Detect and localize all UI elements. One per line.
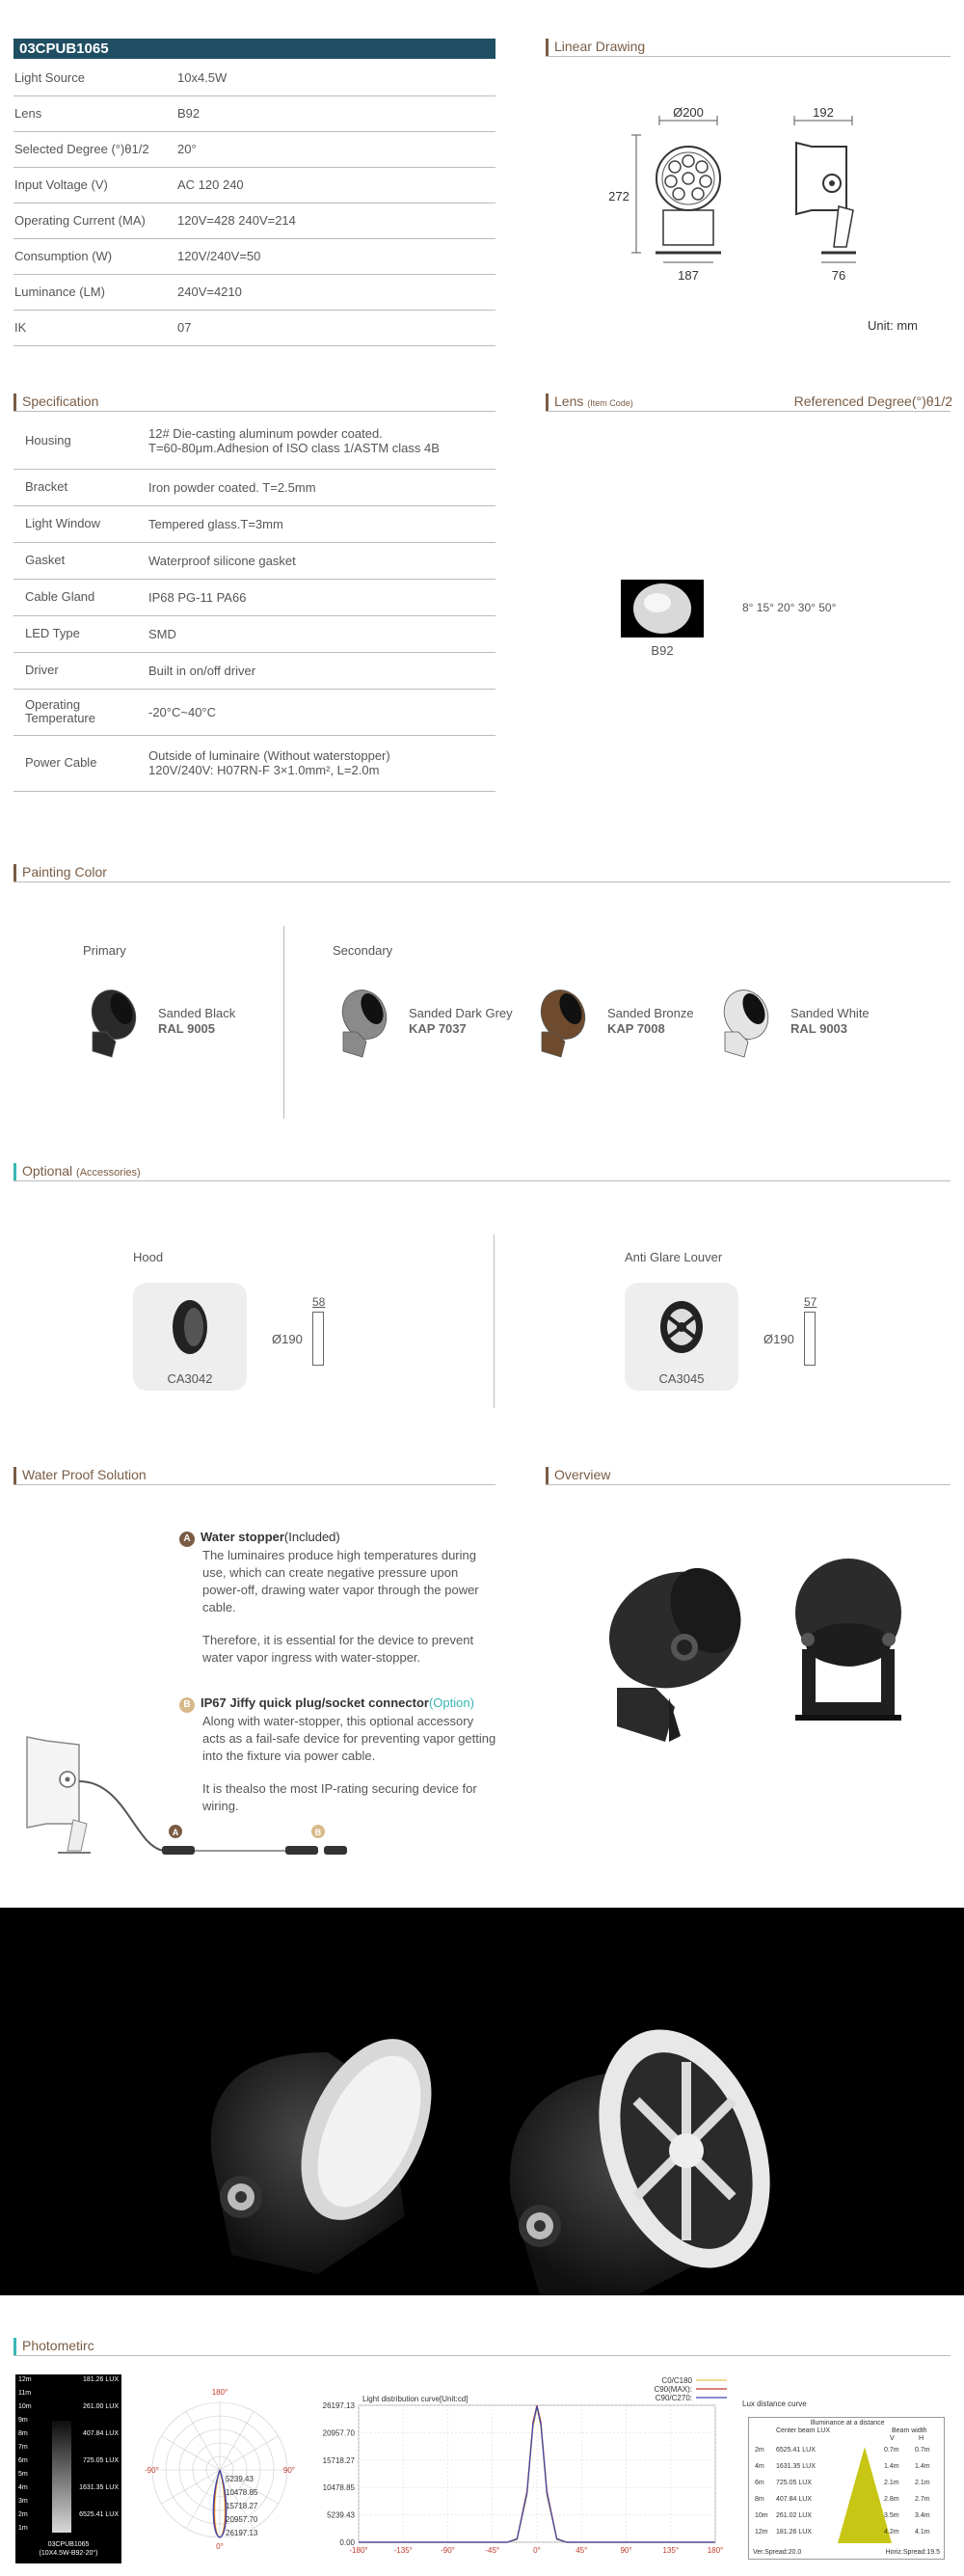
spec-row	[13, 735, 495, 791]
lens-title-text: Lens	[554, 393, 584, 409]
legend-label: C90(MAX):	[654, 2385, 692, 2394]
distance-lux: 181.26 LUX	[83, 2376, 119, 2383]
connector-title: IP67 Jiffy quick plug/socket connector	[201, 1695, 429, 1710]
linear-drawing-title: Linear Drawing	[546, 39, 645, 56]
param-row	[13, 274, 495, 310]
distance-lux: 1631.35 LUX	[79, 2484, 119, 2491]
waterproof-title: Water Proof Solution	[13, 1467, 147, 1484]
lens-degrees: 8° 15° 20° 30° 50°	[742, 601, 837, 614]
spec-value	[148, 652, 495, 689]
spec-value-line2: T=60-80μm.Adhesion of ISO class 1/ASTM class 4B	[148, 440, 440, 455]
water-stopper-desc2: Therefore, it is essential for the device to prevent water vapor ingress with water-stopper.	[202, 1633, 474, 1665]
diagram-badge-b: B	[314, 1828, 322, 1837]
distance-lux: 407.84 LUX	[83, 2430, 119, 2437]
spec-value	[148, 542, 495, 579]
lux-value: 407.84 LUX	[776, 2496, 812, 2503]
distance-label: 5m	[18, 2471, 28, 2478]
secondary-label: Secondary	[333, 943, 393, 958]
color-swatch-image	[528, 986, 590, 1063]
param-label: Luminance (LM)	[13, 274, 177, 310]
lens-code: B92	[651, 643, 674, 658]
param-value: 10x4.5W	[177, 60, 495, 95]
distance-label: 11m	[18, 2390, 32, 2397]
accessory-name: Anti Glare Louver	[625, 1250, 723, 1264]
lux-v-width: 0.7m	[884, 2447, 899, 2454]
y-tick-label: 5239.43	[327, 2510, 355, 2520]
accessory-depth: 58	[312, 1295, 326, 1309]
water-stopper-suffix: (Included)	[283, 1530, 340, 1544]
color-code: RAL 9005	[158, 1021, 216, 1036]
accessory-diameter: Ø190	[272, 1332, 303, 1346]
param-label: Consumption (W)	[13, 238, 177, 274]
spec-label: Power Cable	[13, 735, 148, 791]
badge-a: A	[179, 1532, 195, 1547]
spec-label: Cable Gland	[13, 579, 148, 615]
light-distribution-chart	[307, 2374, 731, 2563]
param-value: 20°	[177, 131, 495, 167]
polar-value: 10478.85	[226, 2488, 258, 2497]
section-divider	[13, 881, 951, 882]
distance-panel	[15, 2374, 121, 2563]
lux-h: H	[919, 2435, 924, 2442]
param-label: Input Voltage (V)	[13, 167, 177, 203]
accessory-depth: 57	[804, 1295, 817, 1309]
divider	[494, 1234, 495, 1408]
accessory-diameter: Ø190	[763, 1332, 794, 1346]
lux-value: 6525.41 LUX	[776, 2447, 816, 2454]
x-tick-label: 45°	[576, 2546, 588, 2555]
color-swatch-image	[711, 986, 773, 1063]
distance-label: 1m	[18, 2525, 28, 2532]
model-title: 03CPUB1065	[13, 39, 495, 59]
x-tick-label: 180°	[707, 2546, 724, 2555]
param-row	[13, 95, 495, 131]
y-tick-label: 26197.13	[322, 2401, 355, 2410]
accessory-code: CA3042	[167, 1371, 213, 1386]
lux-h-width: 2.1m	[915, 2480, 930, 2486]
color-code: RAL 9003	[790, 1021, 848, 1036]
lux-v-width: 2.1m	[884, 2480, 899, 2486]
overview-photos	[588, 1543, 935, 1755]
spec-label: Operating Temperature	[13, 689, 148, 735]
lux-v: V	[890, 2435, 895, 2442]
painting-color-title: Painting Color	[13, 864, 107, 881]
y-tick-label: 15718.27	[322, 2455, 355, 2465]
x-tick-label: -135°	[393, 2546, 413, 2555]
spec-value-line1: 12# Die-casting aluminum powder coated.	[148, 425, 383, 441]
lux-distance: 4m	[755, 2463, 764, 2470]
water-stopper-block	[179, 1529, 497, 1667]
lens-title-small: (Item Code)	[587, 398, 633, 408]
param-row	[13, 203, 495, 238]
mini-caption	[15, 2540, 121, 2558]
primary-label: Primary	[83, 943, 126, 958]
lux-distance: 2m	[755, 2447, 764, 2454]
optional-title	[13, 1163, 141, 1180]
x-tick-label: -45°	[485, 2546, 500, 2555]
lens-icon	[621, 580, 704, 637]
x-tick-label: -90°	[441, 2546, 455, 2555]
spec-label: Light Window	[13, 505, 148, 542]
accessory-profile	[312, 1312, 324, 1366]
param-label: IK	[13, 310, 177, 345]
distance-label: 7m	[18, 2444, 28, 2451]
distance-label: 10m	[18, 2403, 32, 2410]
product-photo-svg	[0, 1908, 964, 2295]
section-divider	[13, 411, 495, 412]
lux-v-width: 1.4m	[884, 2463, 899, 2470]
spec-value	[148, 615, 495, 652]
distance-label: 8m	[18, 2430, 28, 2437]
param-label: Operating Current (MA)	[13, 203, 177, 238]
photometric-title: Photometirc	[13, 2338, 94, 2355]
spec-value-line1: Iron powder coated. T=2.5mm	[148, 479, 316, 495]
lux-h-width: 4.1m	[915, 2529, 930, 2535]
param-row	[13, 131, 495, 167]
mini-caption-spec: (10X4.5W-B92-20°)	[39, 2550, 98, 2557]
polar-value: 26197.13	[226, 2529, 258, 2537]
lux-v-width: 2.8m	[884, 2496, 899, 2503]
polar-label-bottom: 0°	[216, 2542, 224, 2551]
spec-value-line1: Waterproof silicone gasket	[148, 553, 296, 568]
lux-col1: Center beam LUX	[776, 2427, 831, 2434]
parameter-table	[13, 60, 495, 346]
spec-label: Driver	[13, 652, 148, 689]
water-stopper-desc: The luminaires produce high temperatures during use, which can create negative pressure upon power-off, drawing water vapor through the power cable.	[202, 1548, 479, 1614]
linear-drawing	[598, 106, 887, 289]
lux-col2: Beam width	[892, 2427, 927, 2434]
spec-value-line1: Tempered glass.T=3mm	[148, 516, 283, 531]
hor-spread: Horiz.Spread:19.5	[885, 2549, 940, 2556]
accessory-icon	[625, 1283, 738, 1369]
section-divider	[13, 1180, 951, 1181]
spec-label: Bracket	[13, 469, 148, 505]
color-swatch-image	[79, 986, 141, 1063]
color-name: Sanded Bronze	[607, 1006, 694, 1020]
spec-row	[13, 652, 495, 689]
product-photo	[0, 1908, 964, 2295]
section-divider	[546, 411, 951, 412]
lux-distance: 10m	[755, 2512, 768, 2519]
x-tick-label: 135°	[662, 2546, 680, 2555]
specification-table	[13, 413, 495, 792]
y-tick-label: 10478.85	[322, 2483, 355, 2493]
side-base-label: 76	[831, 268, 846, 283]
accessory-code: CA3045	[658, 1371, 705, 1386]
spec-value	[148, 579, 495, 615]
lux-table-title: Illuminance at a distance	[810, 2420, 885, 2427]
distance-label: 9m	[18, 2417, 28, 2424]
lux-distance: 6m	[755, 2480, 764, 2486]
badge-b: B	[179, 1697, 195, 1713]
section-divider	[13, 1484, 495, 1485]
section-divider	[13, 2355, 951, 2356]
param-row	[13, 167, 495, 203]
param-row	[13, 310, 495, 345]
legend-label: C90/C270:	[655, 2394, 692, 2402]
lux-h-width: 0.7m	[915, 2447, 930, 2454]
chart-title: Light distribution curve[Unit:cd]	[362, 2395, 469, 2403]
spec-value-line2: 120V/240V: H07RN-F 3×1.0mm², L=2.0m	[148, 763, 380, 777]
spec-value	[148, 469, 495, 505]
lux-value: 261.02 LUX	[776, 2512, 812, 2519]
spec-value-line1: Outside of luminaire (Without waterstopper)	[148, 748, 390, 763]
color-name: Sanded Black	[158, 1006, 236, 1020]
spec-label: LED Type	[13, 615, 148, 652]
param-row	[13, 60, 495, 95]
lux-v-width: 3.5m	[884, 2512, 899, 2519]
spec-value	[148, 505, 495, 542]
distance-lux: 6525.41 LUX	[79, 2511, 119, 2518]
lux-value: 725.05 LUX	[776, 2480, 812, 2486]
param-label: Light Source	[13, 60, 177, 95]
polar-value: 15718.27	[226, 2502, 258, 2510]
lux-value: 181.26 LUX	[776, 2529, 812, 2535]
distance-lux: 725.05 LUX	[83, 2457, 119, 2464]
diagram-badge-a: A	[172, 1828, 179, 1837]
mini-caption-model: 03CPUB1065	[47, 2541, 90, 2548]
x-tick-label: 0°	[533, 2546, 541, 2555]
unit-label: Unit: mm	[868, 318, 918, 333]
distance-label: 6m	[18, 2457, 28, 2464]
polar-label-top: 180°	[211, 2388, 228, 2397]
param-value: B92	[177, 95, 495, 131]
param-value: 120V=428 240V=214	[177, 203, 495, 238]
beam-gradient	[52, 2421, 71, 2533]
lux-v-width: 4.2m	[884, 2529, 899, 2535]
side-width-label: 192	[813, 106, 834, 120]
color-swatch	[711, 986, 870, 1066]
y-tick-label: 0.00	[339, 2538, 355, 2547]
lux-value: 1631.35 LUX	[776, 2463, 816, 2470]
spec-label: Housing	[13, 413, 148, 469]
color-code: KAP 7008	[607, 1021, 665, 1036]
accessory-card	[625, 1283, 738, 1391]
polar-value: 20957.70	[226, 2515, 258, 2524]
spec-row	[13, 579, 495, 615]
spec-row	[13, 505, 495, 542]
ver-spread: Ver.Spread:20.0	[753, 2549, 802, 2556]
spec-value-line1: Built in on/off driver	[148, 663, 256, 678]
spec-value-line1: IP68 PG-11 PA66	[148, 589, 247, 605]
spec-row	[13, 413, 495, 469]
accessory-card	[133, 1283, 247, 1391]
waterproof-diagram	[19, 1731, 357, 1861]
color-swatch	[79, 986, 236, 1066]
color-swatch	[330, 986, 513, 1066]
referenced-degree-label: Referenced Degree(°)θ1/2	[793, 393, 952, 409]
lux-table-box	[748, 2417, 945, 2560]
spec-row	[13, 542, 495, 579]
x-tick-label: 90°	[620, 2546, 632, 2555]
spec-value	[148, 413, 495, 469]
front-base-label: 187	[678, 268, 699, 283]
color-swatch	[528, 986, 694, 1066]
polar-chart	[143, 2387, 297, 2551]
lux-distance: 12m	[755, 2529, 768, 2535]
accessory-name: Hood	[133, 1250, 164, 1264]
color-swatch-image	[330, 986, 391, 1063]
spec-value	[148, 689, 495, 735]
section-divider	[546, 1484, 951, 1485]
distance-label: 2m	[18, 2511, 28, 2518]
distance-label: 3m	[18, 2498, 28, 2505]
connector-suffix: (Option)	[428, 1695, 474, 1710]
param-value: 07	[177, 310, 495, 345]
polar-value: 5239.43	[226, 2475, 254, 2483]
y-tick-label: 20957.70	[322, 2428, 355, 2438]
param-row	[13, 238, 495, 274]
optional-title-text: Optional	[22, 1163, 73, 1179]
param-value: 240V=4210	[177, 274, 495, 310]
color-code: KAP 7037	[409, 1021, 467, 1036]
spec-label: Gasket	[13, 542, 148, 579]
polar-label-left: -90°	[145, 2466, 159, 2475]
spec-row	[13, 469, 495, 505]
lux-h-width: 2.7m	[915, 2496, 930, 2503]
optional-title-small: (Accessories)	[76, 1167, 141, 1179]
spec-value	[148, 735, 495, 791]
spec-row	[13, 615, 495, 652]
lux-h-width: 1.4m	[915, 2463, 930, 2470]
spec-value-line1: -20°C~40°C	[148, 704, 217, 719]
distance-lux: 261.00 LUX	[83, 2403, 119, 2410]
front-diameter-label: Ø200	[673, 106, 704, 120]
specification-title: Specification	[13, 393, 98, 411]
param-value: AC 120 240	[177, 167, 495, 203]
connector-desc2: It is thealso the most IP-rating securing device for wiring.	[202, 1781, 477, 1813]
accessory-icon	[133, 1283, 247, 1369]
legend-label: C0/C180	[661, 2376, 692, 2385]
lens-image	[621, 580, 704, 637]
param-label: Selected Degree (°)θ1/2	[13, 131, 177, 167]
polar-label-right: 90°	[282, 2466, 295, 2475]
water-stopper-title: Water stopper	[201, 1530, 284, 1544]
lux-title: Lux distance curve	[742, 2400, 807, 2408]
section-divider	[546, 56, 951, 57]
front-height-label: 272	[608, 189, 629, 203]
distance-label: 4m	[18, 2484, 28, 2491]
distance-label: 12m	[18, 2376, 32, 2383]
param-label: Lens	[13, 95, 177, 131]
color-name: Sanded White	[790, 1006, 870, 1020]
color-name: Sanded Dark Grey	[409, 1006, 513, 1020]
spec-row	[13, 689, 495, 735]
overview-title: Overview	[546, 1467, 610, 1484]
lux-h-width: 3.4m	[915, 2512, 930, 2519]
connector-desc: Along with water-stopper, this optional accessory acts as a fail-safe device for preventing vapor getting into the fixture via power cable.	[202, 1714, 496, 1763]
spec-value-line1: SMD	[148, 626, 176, 641]
x-tick-label: -180°	[349, 2546, 368, 2555]
lens-title	[546, 393, 633, 411]
lux-distance: 8m	[755, 2496, 764, 2503]
accessory-profile	[804, 1312, 816, 1366]
param-value: 120V/240V=50	[177, 238, 495, 274]
